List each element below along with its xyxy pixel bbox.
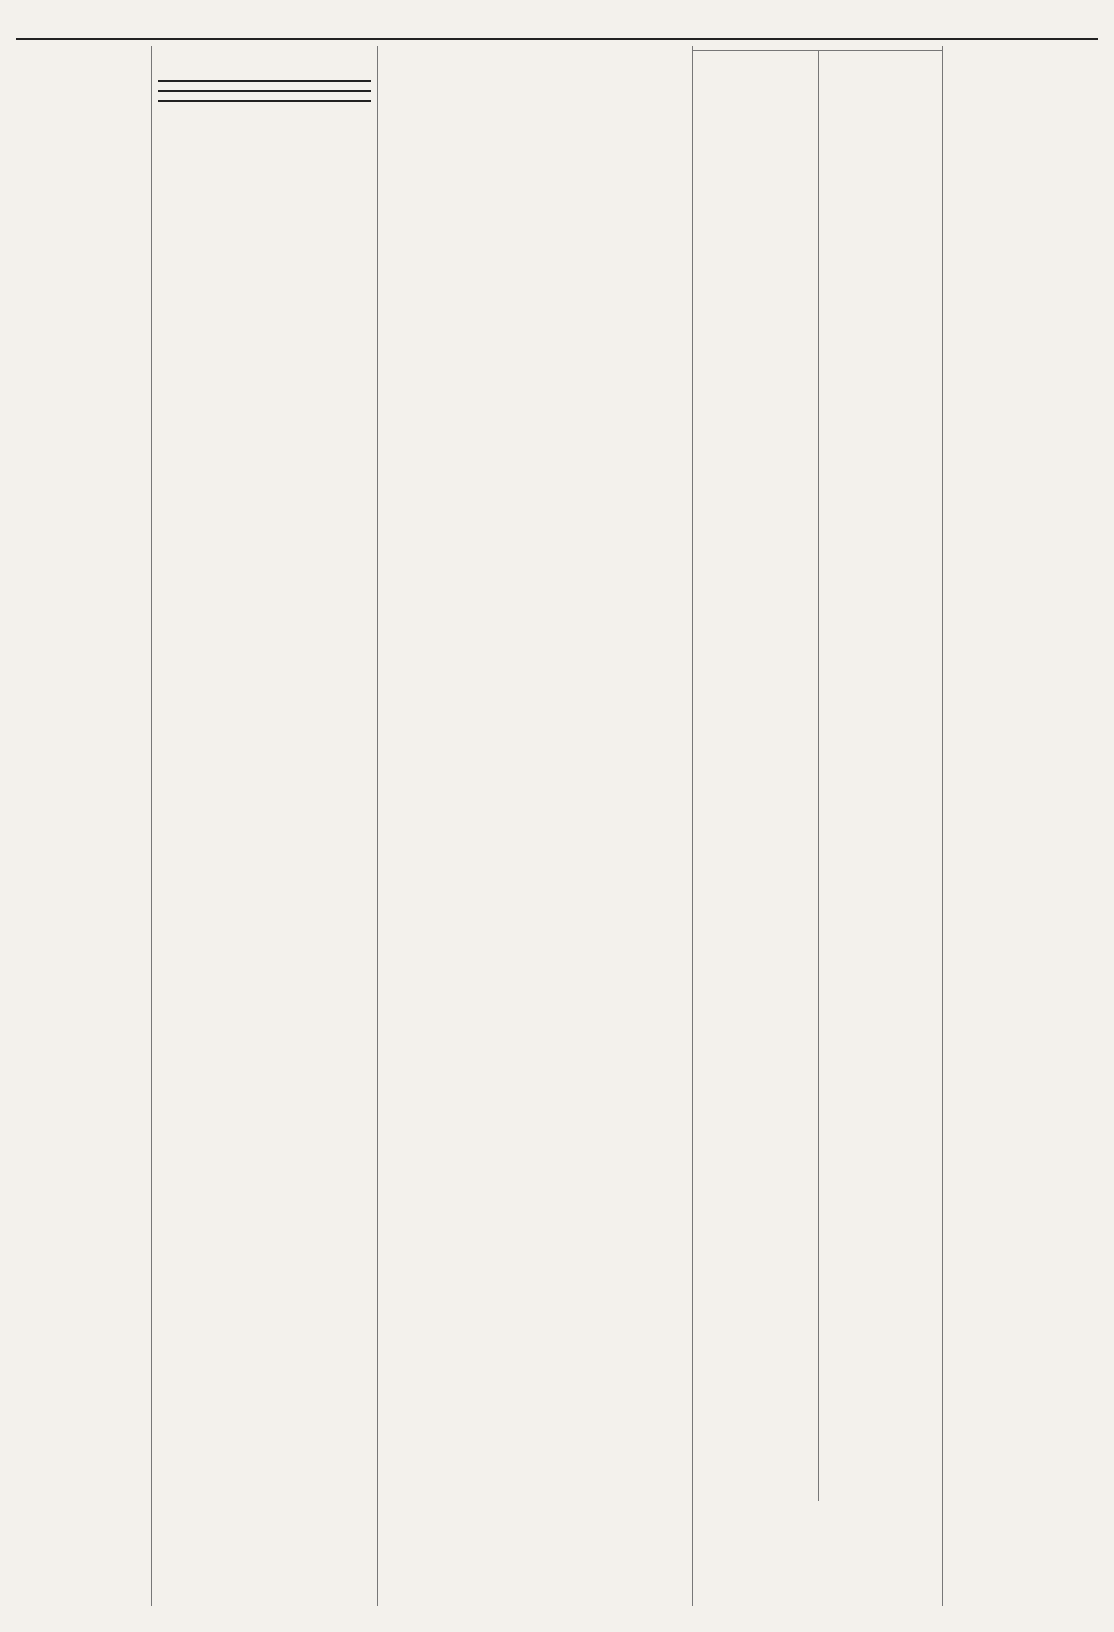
- column-personal-items: [16, 46, 151, 1606]
- columns: [16, 46, 1098, 1606]
- column-war-news: [692, 46, 942, 1606]
- divider: [158, 100, 371, 102]
- column-australian-news: [942, 46, 1098, 1606]
- column-verdun-continued: [377, 46, 692, 1606]
- subcolumn-right: [818, 51, 943, 1501]
- divider: [158, 90, 371, 92]
- subcolumn-left: [693, 51, 818, 1501]
- column-verdun: [151, 46, 377, 1606]
- masthead: [16, 12, 1098, 40]
- divider: [158, 80, 371, 82]
